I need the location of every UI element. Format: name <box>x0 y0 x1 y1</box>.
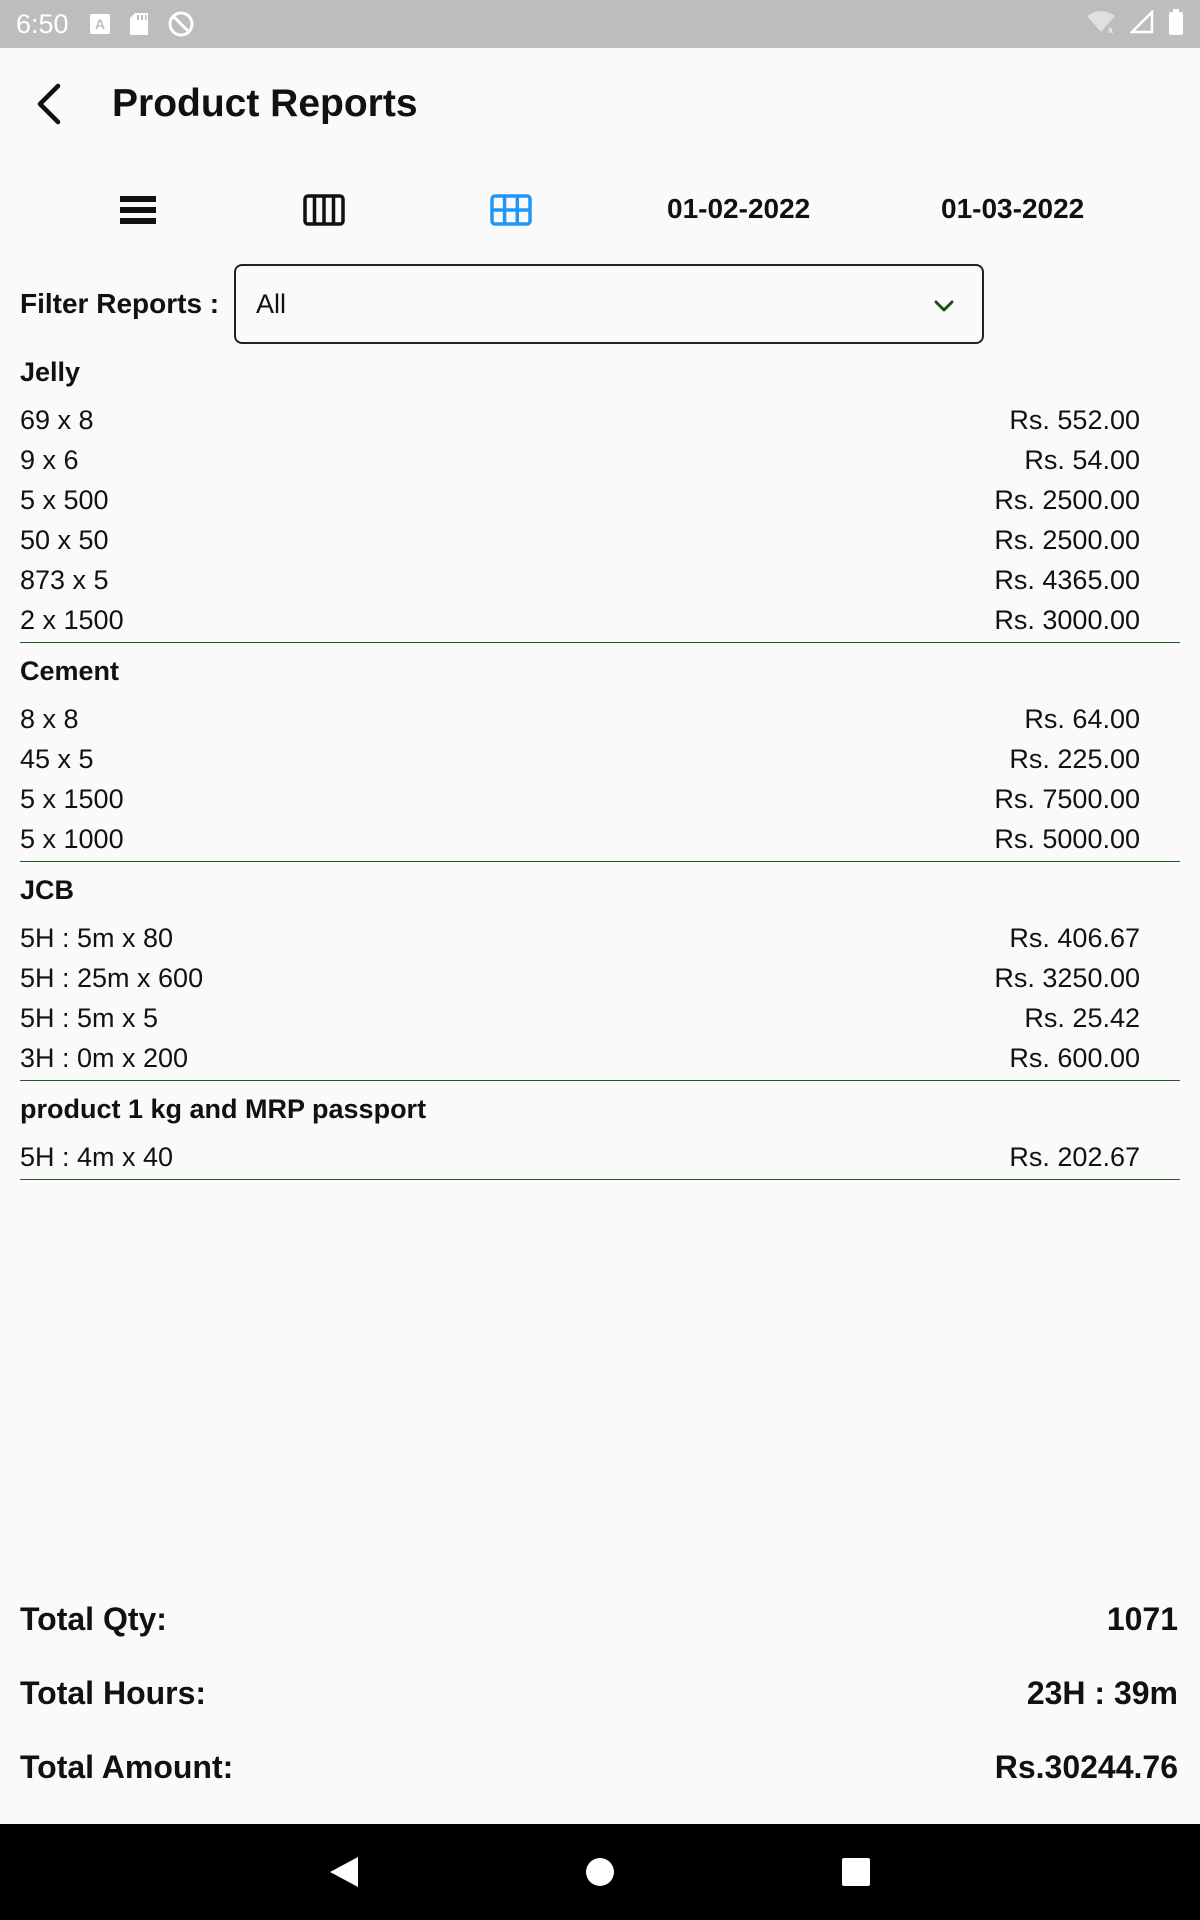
item-amount: Rs. 2500.00 <box>994 485 1140 515</box>
total-qty-label: Total Qty: <box>20 1601 167 1637</box>
item-qty: 69 x 8 <box>20 405 94 435</box>
item-qty: 8 x 8 <box>20 704 79 734</box>
total-amount-row <box>20 1743 1178 1817</box>
item-qty: 5 x 500 <box>20 485 109 515</box>
group-title: Jelly <box>20 357 81 387</box>
total-hours-label: Total Hours: <box>20 1675 207 1711</box>
total-hours-row <box>20 1669 1178 1743</box>
item-amount: Rs. 4365.00 <box>994 565 1140 595</box>
item-amount: Rs. 2500.00 <box>994 525 1140 555</box>
back-arrow-icon <box>32 82 68 126</box>
battery-icon <box>1168 9 1184 40</box>
system-nav-bar <box>0 1824 1200 1920</box>
list-item <box>20 520 1180 560</box>
list-item <box>20 699 1180 739</box>
wifi-off-icon <box>1086 10 1116 39</box>
filter-dropdown[interactable] <box>234 264 984 344</box>
svg-text:A: A <box>94 16 105 32</box>
group-title: product 1 kg and MRP passport <box>20 1094 427 1124</box>
total-hours-value: 23H : 39m <box>1026 1675 1178 1711</box>
item-qty: 5H : 5m x 80 <box>20 923 174 953</box>
back-button[interactable] <box>24 78 76 130</box>
page-title: Product Reports <box>112 82 418 125</box>
total-amount-value: Rs.30244.76 <box>994 1749 1178 1785</box>
signal-icon <box>1130 10 1154 39</box>
list-item <box>20 958 1180 998</box>
filter-label: Filter Reports : <box>20 288 220 319</box>
group-title: Cement <box>20 656 120 686</box>
nav-recents-icon <box>841 1857 871 1887</box>
total-qty-value: 1071 <box>1106 1601 1178 1637</box>
column-view-button[interactable] <box>302 192 346 228</box>
report-group <box>20 870 1180 1081</box>
item-amount: Rs. 25.42 <box>1024 1003 1140 1033</box>
item-amount: Rs. 225.00 <box>1009 744 1140 774</box>
list-item <box>20 918 1180 958</box>
item-qty: 5H : 25m x 600 <box>20 963 204 993</box>
list-item <box>20 998 1180 1038</box>
list-view-icon <box>119 195 157 225</box>
item-amount: Rs. 3250.00 <box>994 963 1140 993</box>
grid-view-button[interactable] <box>489 192 533 228</box>
group-title: JCB <box>20 875 75 905</box>
item-qty: 5H : 5m x 5 <box>20 1003 159 1033</box>
list-view-button[interactable] <box>116 192 160 228</box>
status-time: 6:50 <box>16 8 69 39</box>
sync-disabled-icon <box>167 10 195 38</box>
report-group <box>20 651 1180 862</box>
item-qty: 45 x 5 <box>20 744 94 774</box>
list-item <box>20 440 1180 480</box>
list-item <box>20 1038 1180 1078</box>
item-qty: 5 x 1000 <box>20 824 124 854</box>
item-qty: 5 x 1500 <box>20 784 124 814</box>
total-qty-row <box>20 1595 1178 1669</box>
list-item <box>20 600 1180 640</box>
svg-text:x: x <box>1108 24 1113 34</box>
list-item <box>20 819 1180 859</box>
item-amount: Rs. 202.67 <box>1009 1142 1140 1172</box>
status-bar <box>0 0 1200 48</box>
item-qty: 5H : 4m x 40 <box>20 1142 174 1172</box>
list-item <box>20 480 1180 520</box>
sd-card-icon <box>129 12 149 36</box>
item-amount: Rs. 3000.00 <box>994 605 1140 635</box>
chevron-down-icon <box>930 292 958 320</box>
report-groups <box>20 352 1180 1188</box>
filter-selected-value: All <box>256 288 287 319</box>
item-qty: 873 x 5 <box>20 565 109 595</box>
total-amount-label: Total Amount: <box>20 1749 234 1785</box>
report-group <box>20 1089 1180 1180</box>
item-amount: Rs. 64.00 <box>1024 704 1140 734</box>
list-item <box>20 1137 1180 1177</box>
item-amount: Rs. 600.00 <box>1009 1043 1140 1073</box>
totals-section <box>20 1595 1178 1817</box>
item-qty: 50 x 50 <box>20 525 109 555</box>
nav-back-icon <box>328 1855 360 1889</box>
filter-row <box>0 264 1200 344</box>
nav-recents-button[interactable] <box>834 1850 878 1894</box>
list-item <box>20 779 1180 819</box>
grid-view-icon <box>490 194 532 226</box>
list-item <box>20 739 1180 779</box>
column-view-icon <box>303 194 345 226</box>
view-toolbar <box>0 180 1200 240</box>
notification-a-icon <box>89 13 111 35</box>
nav-home-button[interactable] <box>578 1850 622 1894</box>
item-amount: Rs. 7500.00 <box>994 784 1140 814</box>
item-qty: 3H : 0m x 200 <box>20 1043 189 1073</box>
list-item <box>20 400 1180 440</box>
nav-home-icon <box>585 1857 615 1887</box>
item-qty: 2 x 1500 <box>20 605 124 635</box>
item-amount: Rs. 54.00 <box>1024 445 1140 475</box>
item-amount: Rs. 552.00 <box>1009 405 1140 435</box>
nav-back-button[interactable] <box>322 1850 366 1894</box>
list-item <box>20 560 1180 600</box>
item-qty: 9 x 6 <box>20 445 79 475</box>
to-date-button[interactable]: 01-03-2022 <box>941 193 1085 224</box>
item-amount: Rs. 5000.00 <box>994 824 1140 854</box>
item-amount: Rs. 406.67 <box>1009 923 1140 953</box>
app-bar <box>0 48 1200 160</box>
from-date-button[interactable]: 01-02-2022 <box>667 193 811 224</box>
report-group <box>20 352 1180 643</box>
